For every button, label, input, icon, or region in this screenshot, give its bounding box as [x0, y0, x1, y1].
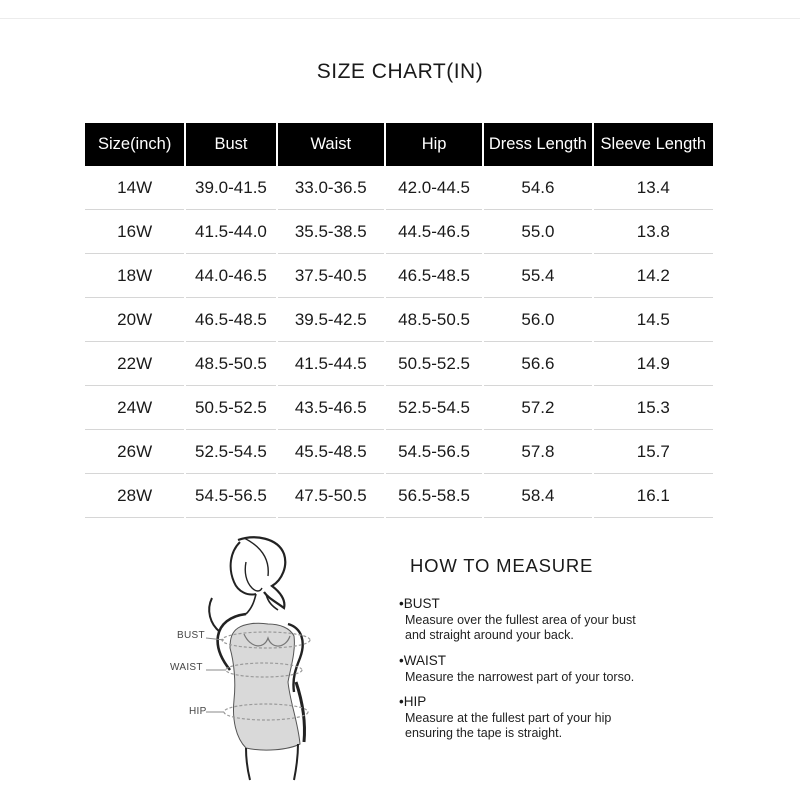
table-row — [85, 166, 713, 210]
cell-bust: 41.5-44.0 — [186, 210, 275, 254]
cell-size: 16W — [85, 210, 184, 254]
cell-waist: 41.5-44.5 — [278, 342, 384, 386]
cell-sleeve-length: 14.5 — [594, 298, 713, 342]
measure-label-bust: •BUST — [399, 596, 440, 611]
body-measurement-illustration — [160, 532, 360, 782]
cell-sleeve-length: 16.1 — [594, 474, 713, 518]
measure-item-bust — [399, 596, 729, 642]
table-row — [85, 342, 713, 386]
measure-label-hip: •HIP — [399, 694, 427, 709]
cell-size: 14W — [85, 166, 184, 210]
cell-dress-length: 56.0 — [484, 298, 591, 342]
header-waist: Waist — [278, 123, 384, 166]
cell-dress-length: 57.2 — [484, 386, 591, 430]
cell-waist: 39.5-42.5 — [278, 298, 384, 342]
cell-waist: 43.5-46.5 — [278, 386, 384, 430]
figure-label-hip: HIP — [189, 706, 207, 717]
table-header-row — [85, 123, 713, 166]
cell-dress-length: 57.8 — [484, 430, 591, 474]
measure-desc-waist: Measure the narrowest part of your torso. — [405, 670, 635, 684]
cell-bust: 46.5-48.5 — [186, 298, 275, 342]
cell-hip: 44.5-46.5 — [386, 210, 482, 254]
cell-waist: 33.0-36.5 — [278, 166, 384, 210]
cell-dress-length: 58.4 — [484, 474, 591, 518]
cell-sleeve-length: 14.2 — [594, 254, 713, 298]
cell-waist: 35.5-38.5 — [278, 210, 384, 254]
cell-bust: 44.0-46.5 — [186, 254, 275, 298]
cell-size: 26W — [85, 430, 184, 474]
header-bust: Bust — [186, 123, 275, 166]
cell-sleeve-length: 13.8 — [594, 210, 713, 254]
cell-size: 18W — [85, 254, 184, 298]
cell-hip: 54.5-56.5 — [386, 430, 482, 474]
figure-label-waist: WAIST — [170, 662, 203, 673]
table-row — [85, 298, 713, 342]
top-divider — [0, 18, 800, 19]
cell-dress-length: 55.4 — [484, 254, 591, 298]
cell-bust: 39.0-41.5 — [186, 166, 275, 210]
female-silhouette-icon — [160, 532, 360, 782]
header-size: Size(inch) — [85, 123, 184, 166]
cell-waist: 47.5-50.5 — [278, 474, 384, 518]
cell-bust: 54.5-56.5 — [186, 474, 275, 518]
how-to-measure-title: HOW TO MEASURE — [410, 555, 594, 576]
table-row — [85, 254, 713, 298]
measure-label-waist: •WAIST — [399, 653, 446, 668]
size-chart-table — [83, 123, 715, 518]
cell-waist: 45.5-48.5 — [278, 430, 384, 474]
cell-size: 24W — [85, 386, 184, 430]
measure-item-waist — [399, 653, 729, 685]
cell-bust: 52.5-54.5 — [186, 430, 275, 474]
table-row — [85, 430, 713, 474]
table-row — [85, 386, 713, 430]
header-dress-length: Dress Length — [484, 123, 591, 166]
measure-desc-bust: Measure over the fullest area of your bust and straight around your back. — [405, 613, 636, 642]
table-row — [85, 474, 713, 518]
cell-sleeve-length: 15.7 — [594, 430, 713, 474]
cell-dress-length: 54.6 — [484, 166, 591, 210]
measure-item-hip — [399, 694, 729, 740]
cell-sleeve-length: 13.4 — [594, 166, 713, 210]
measure-desc-hip: Measure at the fullest part of your hip ensuring the tape is straight. — [405, 711, 612, 740]
cell-dress-length: 55.0 — [484, 210, 591, 254]
cell-hip: 42.0-44.5 — [386, 166, 482, 210]
table-row — [85, 210, 713, 254]
cell-hip: 48.5-50.5 — [386, 298, 482, 342]
cell-size: 20W — [85, 298, 184, 342]
cell-dress-length: 56.6 — [484, 342, 591, 386]
cell-hip: 56.5-58.5 — [386, 474, 482, 518]
cell-bust: 48.5-50.5 — [186, 342, 275, 386]
cell-hip: 46.5-48.5 — [386, 254, 482, 298]
header-hip: Hip — [386, 123, 482, 166]
cell-waist: 37.5-40.5 — [278, 254, 384, 298]
figure-label-bust: BUST — [177, 630, 205, 641]
cell-sleeve-length: 15.3 — [594, 386, 713, 430]
cell-sleeve-length: 14.9 — [594, 342, 713, 386]
cell-hip: 52.5-54.5 — [386, 386, 482, 430]
cell-hip: 50.5-52.5 — [386, 342, 482, 386]
page-title: SIZE CHART(IN) — [316, 60, 484, 83]
cell-bust: 50.5-52.5 — [186, 386, 275, 430]
cell-size: 28W — [85, 474, 184, 518]
cell-size: 22W — [85, 342, 184, 386]
header-sleeve-length: Sleeve Length — [594, 123, 713, 166]
